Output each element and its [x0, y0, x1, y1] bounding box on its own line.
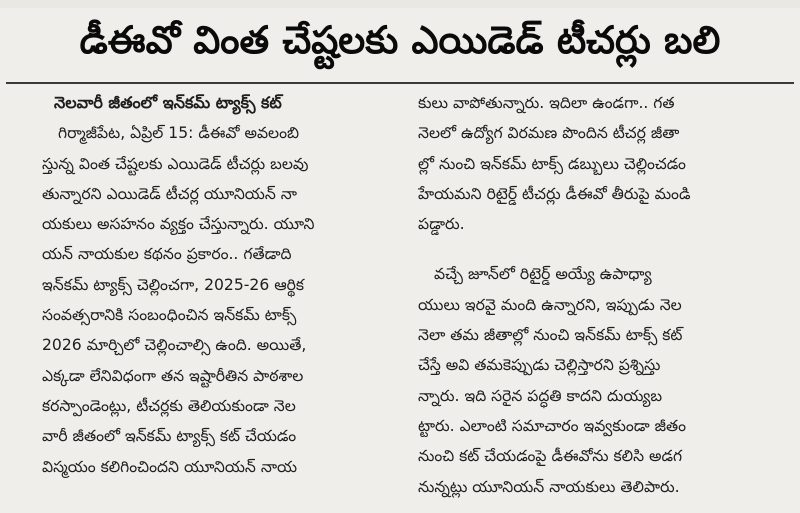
text-line: యన్ నాయకుల కథనం ప్రకారం.. గతేడాది	[42, 245, 292, 264]
text-line: సంవత్సరానికి సంబంధించిన ఇన్‌కమ్ టాక్స్	[42, 306, 297, 325]
text-line: స్తున్న వింత చేష్టలకు ఎయిడెడ్ టీచర్లు బలవు	[42, 154, 309, 173]
text-line: ల్లో నుంచి ఇన్‌కమ్ టాక్స్ డబ్బులు చెల్లించడం	[418, 154, 686, 173]
text-line: చేస్తే అవి తమకెప్పుడు చెల్లిస్తారని ప్రశ్నిస్తు	[418, 356, 661, 375]
left-column-body	[42, 118, 397, 482]
text-line: నుంచి కట్ చేయడంపై డీఈవోను కలిసి అడగ	[418, 447, 683, 466]
text-line: వచ్చే జూన్‌లో రిటైర్డ్ అయ్యే ఉపాధ్యా	[434, 265, 652, 284]
right-column	[418, 88, 796, 502]
text-line: ఎక్కడా లేనివిధంగా తన ఇష్టారీతిన పాఠశాల	[42, 366, 304, 385]
left-column	[42, 88, 397, 482]
text-line: నున్నట్లు యూనియన్ నాయకులు తెలిపారు.	[418, 477, 680, 496]
paragraph-gap	[418, 239, 796, 259]
text-line: తున్నారని ఎయిడెడ్ టీచర్ల యూనియన్ నా	[42, 184, 297, 203]
right-column-paragraph-2	[418, 259, 796, 501]
previous-article-edge	[0, 0, 800, 8]
text-line: ట్టారు. ఎలాంటి సమాచారం ఇవ్వకుండా జీతం	[418, 416, 687, 435]
text-line: యులు ఇరవై మంది ఉన్నారని, ఇప్పుడు నెల	[418, 295, 682, 314]
text-line: గిర్మాజీపేట, ఏప్రిల్ 15: డీఈవో అవలంబి	[58, 124, 300, 143]
text-line: హేయమని రిటైర్డ్ టీచర్లు డీఈవో తీరుపై మండి	[418, 184, 691, 203]
text-line: నెలలో ఉద్యోగ విరమణ పొందిన టీచర్ల జీతా	[418, 124, 680, 143]
text-line: వారీ జీతంలో ఇన్‌కమ్ ట్యాక్స్ కట్ చేయడం	[42, 427, 297, 446]
text-line: కరస్పాండెంట్లు, టీచర్లకు తెలియకుండా నెల	[42, 396, 296, 415]
subheading: నెలవారీ జీతంలో ఇన్‌కమ్ ట్యాక్స్ కట్	[54, 93, 282, 112]
headline-divider	[6, 82, 794, 84]
text-line: 2026 మార్చిలో చెల్లించాల్సి ఉంది. అయితే,	[42, 336, 307, 355]
text-line: ఇన్‌కమ్ ట్యాక్స్ చెల్లించగా, 2025-26 ఆర్థిక	[42, 275, 305, 294]
text-line: విస్మయం కలిగించిందని యూనియన్ నాయ	[42, 457, 298, 476]
text-line: యకులు అసహనం వ్యక్తం చేస్తున్నారు. యూని	[42, 215, 315, 234]
text-line: కులు వాపోతున్నారు. ఇదిలా ఉండగా.. గత	[418, 94, 675, 112]
text-line: నెలా తమ జీతాల్లో నుంచి ఇన్‌కమ్ టాక్స్ కట్	[418, 326, 683, 345]
text-line: న్నారు. ఇది సరైన పద్ధతి కాదని దుయ్యబ	[418, 386, 663, 405]
right-column-paragraph-1	[418, 88, 796, 239]
article-headline: డీఈవో వింత చేష్టలకు ఎయిడెడ్ టీచర్లు బలి	[79, 18, 721, 62]
text-line: పడ్డారు.	[418, 215, 465, 234]
